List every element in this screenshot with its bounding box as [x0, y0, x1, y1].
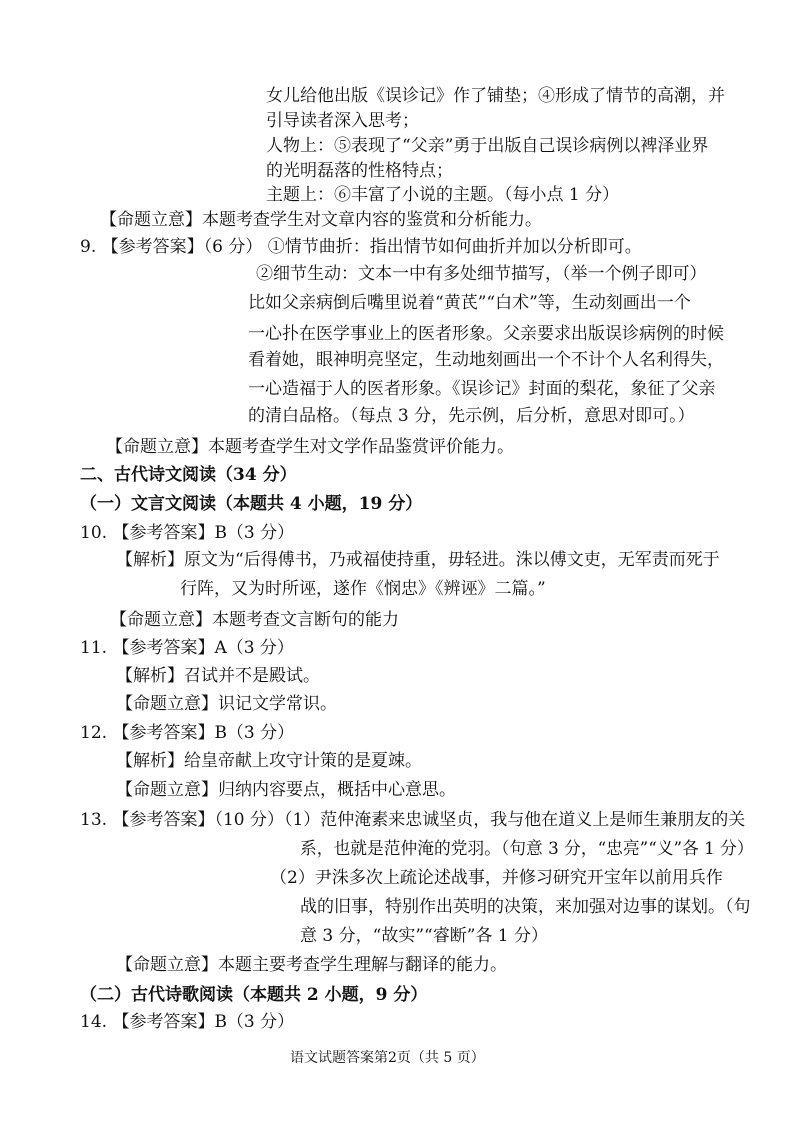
text-line: 【命题立意】归纳内容要点，概括中心意思。 [116, 780, 456, 800]
text-line: 的光明磊落的性格特点； [266, 161, 453, 181]
text-line: 主题上：⑥丰富了小说的主题。（每小点 1 分） [266, 185, 620, 205]
text-line: 【命题立意】本题考查学生对文章内容的鉴赏和分析能力。 [100, 210, 542, 230]
text-line: 13. 【参考答案】（10 分）（1）范仲淹素来忠诚坚贞，我与他在道义上是师生兼朋友的关 [80, 810, 746, 830]
text-line: 9. 【参考答案】（6 分） ①情节曲折：指出情节如何曲折并加以分析即可。 [80, 237, 642, 257]
text-line: 看着她，眼神明亮坚定，生动地刻画出一个不计个人名利得失， [248, 350, 724, 370]
text-line: 【解析】召试并不是殿试。 [116, 666, 320, 686]
text-line: 11. 【参考答案】A（3 分） [80, 638, 294, 658]
subsection-heading: （一）文言文阅读（本题共 4 小题，19 分） [80, 494, 423, 514]
text-line: 【解析】原文为“后得傅书，乃戒福使持重，毋轻进。洙以傅文吏，无军责而死于 [116, 550, 720, 570]
text-line: 【命题立意】本题主要考查学生理解与翻译的能力。 [116, 955, 507, 975]
text-line: 战的旧事，特别作出英明的决策，来加强对边事的谋划。（句 [300, 897, 751, 917]
page-footer: 语文试题答案第2页（共 5 页） [290, 1050, 485, 1066]
text-line: 女儿给他出版《误诊记》作了铺垫；④形成了情节的高潮，并 [266, 86, 725, 106]
text-line: 12. 【参考答案】B（3 分） [80, 723, 295, 743]
text-line: 的清白品格。（每点 3 分，先示例，后分析，意思对即可。） [248, 406, 695, 426]
text-line: 系，也就是范仲淹的党羽。（句意 3 分，“忠亮”“义”各 1 分） [300, 839, 754, 859]
text-line: 一心造福于人的医者形象。《误诊记》封面的梨花，象征了父亲 [248, 379, 716, 399]
text-line: 人物上：⑤表现了“父亲”勇于出版自己误诊病例以裨泽业界 [266, 136, 709, 156]
text-line: 比如父亲病倒后嘴里说着“黄芪”“白术”等，生动刻画出一个 [248, 293, 691, 313]
text-line: ②细节生动：文本一中有多处细节描写，（举一个例子即可） [256, 264, 707, 284]
text-line: 行阵，又为时所诬，遂作《悯忠》《辨诬》二篇。” [180, 579, 546, 599]
text-line: 10. 【参考答案】B（3 分） [80, 523, 295, 543]
subsection-heading: （二）古代诗歌阅读（本题共 2 小题，9 分） [80, 985, 428, 1005]
text-line: 意 3 分，“故实”“睿断”各 1 分） [300, 926, 549, 946]
section-heading: 二、古代诗文阅读（34 分） [80, 465, 297, 485]
text-line: 【解析】给皇帝献上攻守计策的是夏竦。 [116, 751, 422, 771]
text-line: 14. 【参考答案】B（3 分） [80, 1012, 295, 1032]
text-line: 【命题立意】本题考查学生对文学作品鉴赏评价能力。 [106, 437, 514, 457]
text-line: 【命题立意】本题考查文言断句的能力 [110, 610, 399, 630]
text-line: 【命题立意】识记文学常识。 [116, 694, 337, 714]
text-line: 一心扑在医学事业上的医者形象。父亲要求出版误诊病例的时候 [248, 324, 724, 344]
text-line: 引导读者深入思考； [266, 111, 419, 131]
text-line: （2）尹洙多次上疏论述战事，并修习研究开宝年以前用兵作 [270, 868, 723, 888]
